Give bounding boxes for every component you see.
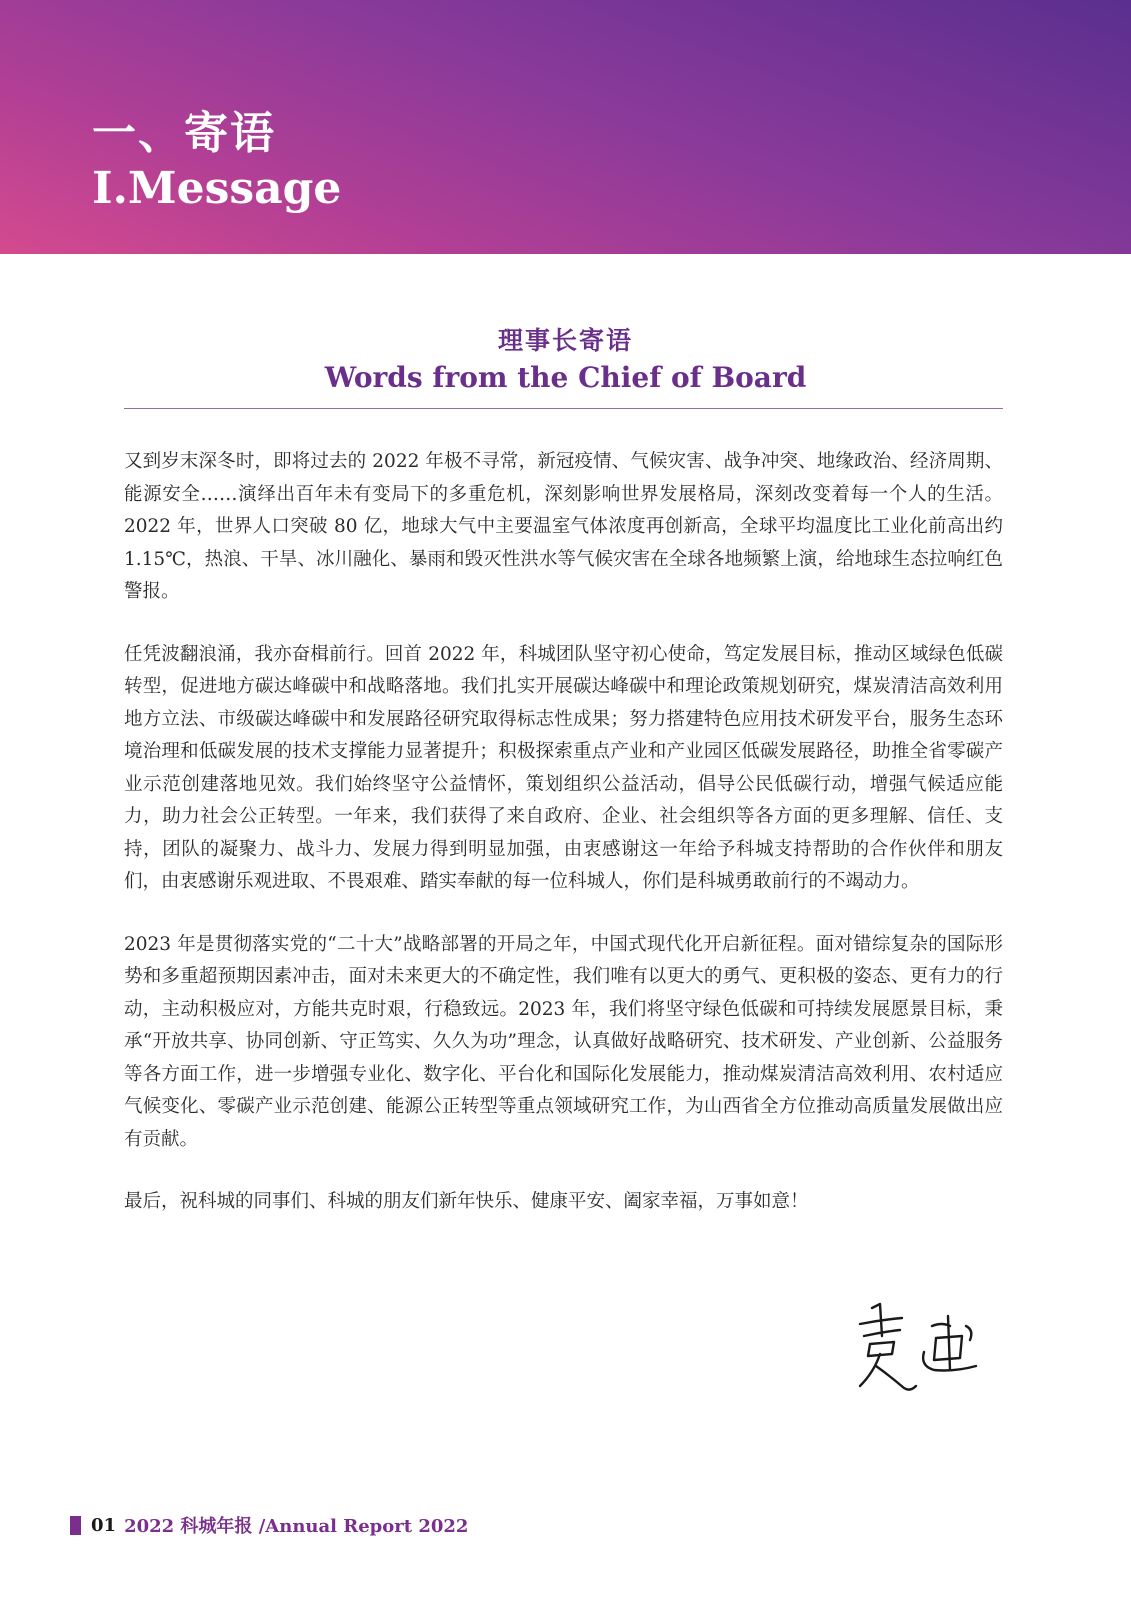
title-divider: [124, 408, 1003, 409]
handwritten-signature: [850, 1296, 1000, 1406]
paragraph-2: 任凭波翻浪涌，我亦奋楫前行。回首 2022 年，科城团队坚守初心使命，笃定发展目标，推动区域绿色低碳转型，促进地方碳达峰碳中和战略落地。我们扎实开展碳达峰碳中和理论政策规划研究，煤炭清洁高效利用地方立法、市级碳达峰碳中和发展路径研究取得标志性成果；努力搭建特色应用技术研发平台，服务生态环境治理和低碳发展的技术支撑能力显著提升；积极探索重点产业和产业园区低碳发展路径，助推全省零碳产业示范创建落地见效。我们始终坚守公益情怀，策划组织公益活动，倡导公民低碳行动，增强气候适应能力，助力社会公正转型。一年来，我们获得了来自政府、企业、社会组织等各方面的更多理解、信任、支持，团队的凝聚力、战斗力、发展力得到明显加强，由衷感谢这一年给予科城支持帮助的合作伙伴和朋友们，由衷感谢乐观进取、不畏艰难、踏实奉献的每一位科城人，你们是科城勇敢前行的不竭动力。: [124, 643, 1003, 892]
page-footer: [70, 1513, 468, 1537]
banner-title-chinese: 一、寄语: [92, 108, 276, 159]
header-banner: [0, 0, 1131, 254]
banner-title-english: I.Message: [92, 163, 342, 214]
section-title-english: Words from the Chief of Board: [324, 361, 807, 394]
paragraph-3: 2023 年是贯彻落实党的“二十大”战略部署的开局之年，中国式现代化开启新征程。面对错综复杂的国际形势和多重超预期因素冲击，面对未来更大的不确定性，我们唯有以更大的勇气、更积极的姿态、更有力的行动，主动积极应对，方能共克时艰，行稳致远。2023 年，我们将坚守绿色低碳和可持续发展愿景目标，秉承“开放共享、协同创新、守正笃实、久久为功”理念，认真做好战略研究、技术研发、产业创新、公益服务等各方面工作，进一步增强专业化、数字化、平台化和国际化发展能力，推动煤炭清洁高效利用、农村适应气候变化、零碳产业示范创建、能源公正转型等重点领域研究工作，为山西省全方位推动高质量发展做出应有贡献。: [124, 933, 1003, 1150]
footer-marker: [70, 1516, 81, 1535]
paragraph-1: 又到岁末深冬时，即将过去的 2022 年极不寻常，新冠疫情、气候灾害、战争冲突、地缘政治、经济周期、能源安全……演绎出百年未有变局下的多重危机，深刻影响世界发展格局，深刻改变着每一个人的生活。2022 年，世界人口突破 80 亿，地球大气中主要温室气体浓度再创新高，全球平均温度比工业化前高出约 1.15℃，热浪、干旱、冰川融化、暴雨和毁灭性洪水等气候灾害在全球各地频繁上演，给地球生态拉响红色警报。: [124, 451, 1003, 602]
paragraph-4: 最后，祝科城的同事们、科城的朋友们新年快乐、健康平安、阖家幸福，万事如意！: [124, 1191, 809, 1212]
section-title-chinese: 理事长寄语: [497, 326, 633, 355]
report-label: 2022 科城年报 /Annual Report 2022: [124, 1516, 469, 1537]
message-body: [124, 446, 1003, 1249]
page-number: 01: [91, 1514, 117, 1536]
